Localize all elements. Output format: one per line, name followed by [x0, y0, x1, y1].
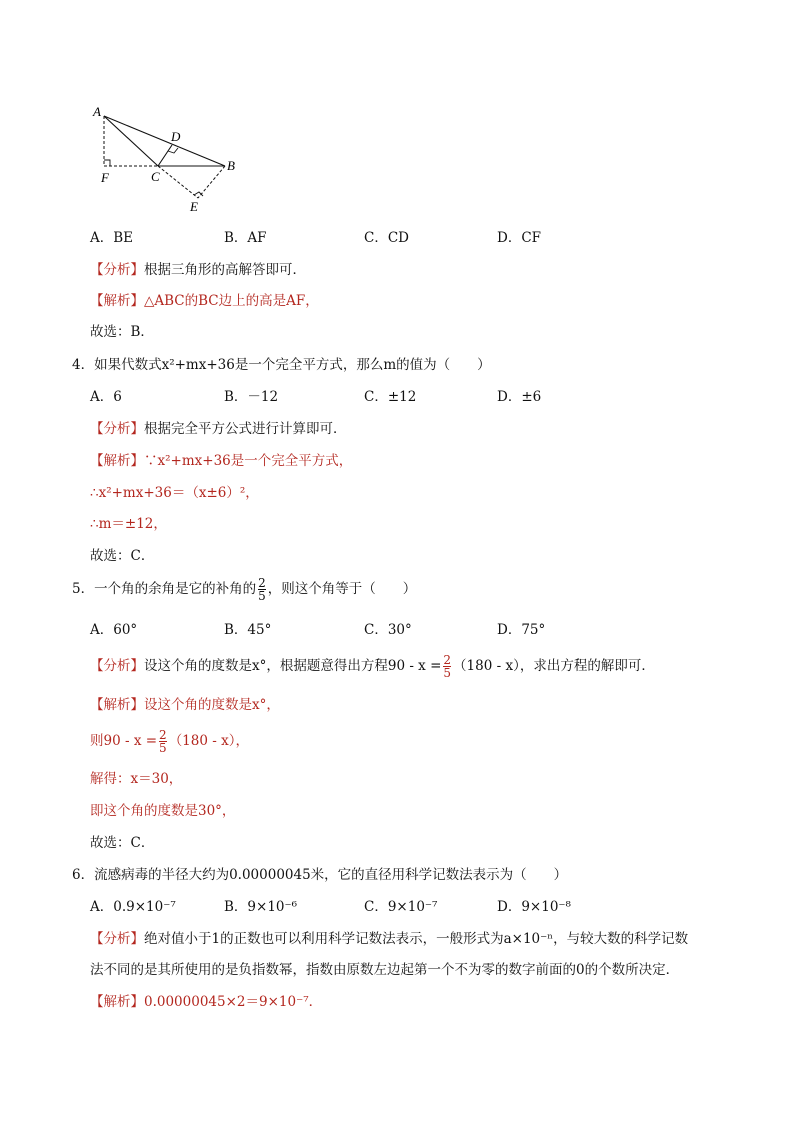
fraction [159, 729, 167, 754]
solution-line: 设这个角的度数是x°， [144, 697, 280, 713]
solution-text: 0.00000045×2＝9×10⁻⁷． [144, 994, 323, 1010]
analysis-tag: 【分析】 [90, 421, 144, 437]
analysis-text: （180 - x），求出方程的解即可． [453, 658, 655, 674]
question-text: 5．一个角的余角是它的补角的 [72, 581, 257, 597]
q3-option-a: A．BE [90, 230, 134, 246]
fraction-denominator: 5 [443, 666, 452, 680]
label-d: D [171, 129, 181, 144]
analysis-tag: 【分析】 [90, 931, 144, 947]
solution-tag: 【解析】 [90, 293, 144, 309]
q4-question: 4．如果代数式x²+mx+36是一个完全平方式，那么m的值为（ ） [72, 357, 491, 373]
segment-ac [104, 116, 158, 166]
q6-option-c: C．9×10⁻⁷ [364, 899, 438, 915]
fraction-denominator: 5 [159, 741, 167, 755]
label-b: B [227, 158, 235, 173]
q5-answer: 故选：C． [90, 835, 155, 851]
q3-answer [90, 323, 154, 341]
solution-text: 则90 - x = [90, 733, 158, 749]
q5-solution-line2 [90, 727, 249, 755]
q5-option-d: D．75° [497, 622, 546, 638]
analysis-text: 设这个角的度数是x°，根据题意得出方程90 - x = [144, 658, 442, 674]
q3-analysis [90, 261, 306, 279]
q5-option-a: A．60° [90, 622, 138, 638]
segment-ab [104, 116, 225, 166]
fraction [443, 654, 451, 679]
analysis-tag: 【分析】 [90, 658, 144, 674]
right-angle-mark-f [104, 160, 110, 166]
analysis-tag: 【分析】 [90, 262, 144, 278]
solution-text: △ABC的BC边上的高是AF， [144, 293, 319, 309]
question-text: ，则这个角等于（ ） [267, 581, 417, 597]
label-e: E [190, 199, 198, 214]
q3-option-c: C．CD [364, 230, 409, 246]
solution-text: （180 - x）， [168, 733, 249, 749]
q4-option-b: B．－12 [224, 389, 279, 405]
segment-cd [158, 145, 172, 166]
q6-option-d: D．9×10⁻⁸ [497, 899, 571, 915]
q4-option-d: D．±6 [497, 389, 542, 405]
q6-analysis-line2: 法不同的是其所使用的是负指数幂，指数由原数左边起第一个不为零的数字前面的0的个数所决定． [90, 962, 680, 978]
q5-solution-line4: 即这个角的度数是30°， [90, 803, 236, 819]
q6-option-b: B．9×10⁻⁶ [224, 899, 298, 915]
fraction-numerator: 2 [443, 653, 452, 667]
label-c: C [151, 169, 160, 184]
solution-line: ∵x²+mx+36是一个完全平方式， [144, 453, 353, 469]
q3-solution [90, 292, 319, 310]
fraction [258, 577, 266, 602]
q6-analysis-line1 [90, 930, 688, 948]
q4-answer: 故选：C． [90, 548, 155, 564]
q6-question: 6．流感病毒的半径大约为0.00000045米，它的直径用科学记数法表示为（ ） [72, 867, 568, 883]
q4-analysis [90, 420, 347, 438]
q6-option-a: A．0.9×10⁻⁷ [90, 899, 176, 915]
dashed-line-ce [158, 166, 198, 198]
q4-solution-line3: ∴m＝±12， [90, 516, 167, 532]
fraction-numerator: 2 [258, 576, 266, 590]
q3-option-d: D．CF [497, 230, 542, 246]
analysis-text: 根据完全平方公式进行计算即可． [144, 421, 347, 437]
solution-tag: 【解析】 [90, 453, 144, 469]
q5-solution-line3: 解得：x＝30， [90, 771, 183, 787]
label-f: F [101, 170, 109, 185]
q5-analysis [90, 652, 655, 680]
dashed-line-be [198, 166, 225, 198]
answer-text: 故选：B． [90, 324, 154, 340]
label-a: A [93, 104, 101, 119]
triangle-figure [90, 98, 250, 218]
q4-solution-line2: ∴x²+mx+36＝（x±6）²， [90, 485, 259, 501]
analysis-text: 根据三角形的高解答即可． [144, 262, 306, 278]
q4-solution [90, 452, 352, 470]
analysis-text: 绝对值小于1的正数也可以利用科学记数法表示，一般形式为a×10⁻ⁿ，与较大数的科学记数 [144, 931, 689, 947]
q5-solution [90, 696, 280, 714]
q4-option-c: C．±12 [364, 389, 417, 405]
fraction-numerator: 2 [159, 728, 167, 742]
q5-option-c: C．30° [364, 622, 412, 638]
q5-option-b: B．45° [224, 622, 272, 638]
solution-tag: 【解析】 [90, 994, 144, 1010]
q4-option-a: A．6 [90, 389, 122, 405]
q5-question [72, 576, 416, 602]
q6-solution [90, 993, 322, 1011]
fraction-denominator: 5 [258, 589, 266, 603]
q3-option-b: B．AF [224, 230, 267, 246]
solution-tag: 【解析】 [90, 697, 144, 713]
